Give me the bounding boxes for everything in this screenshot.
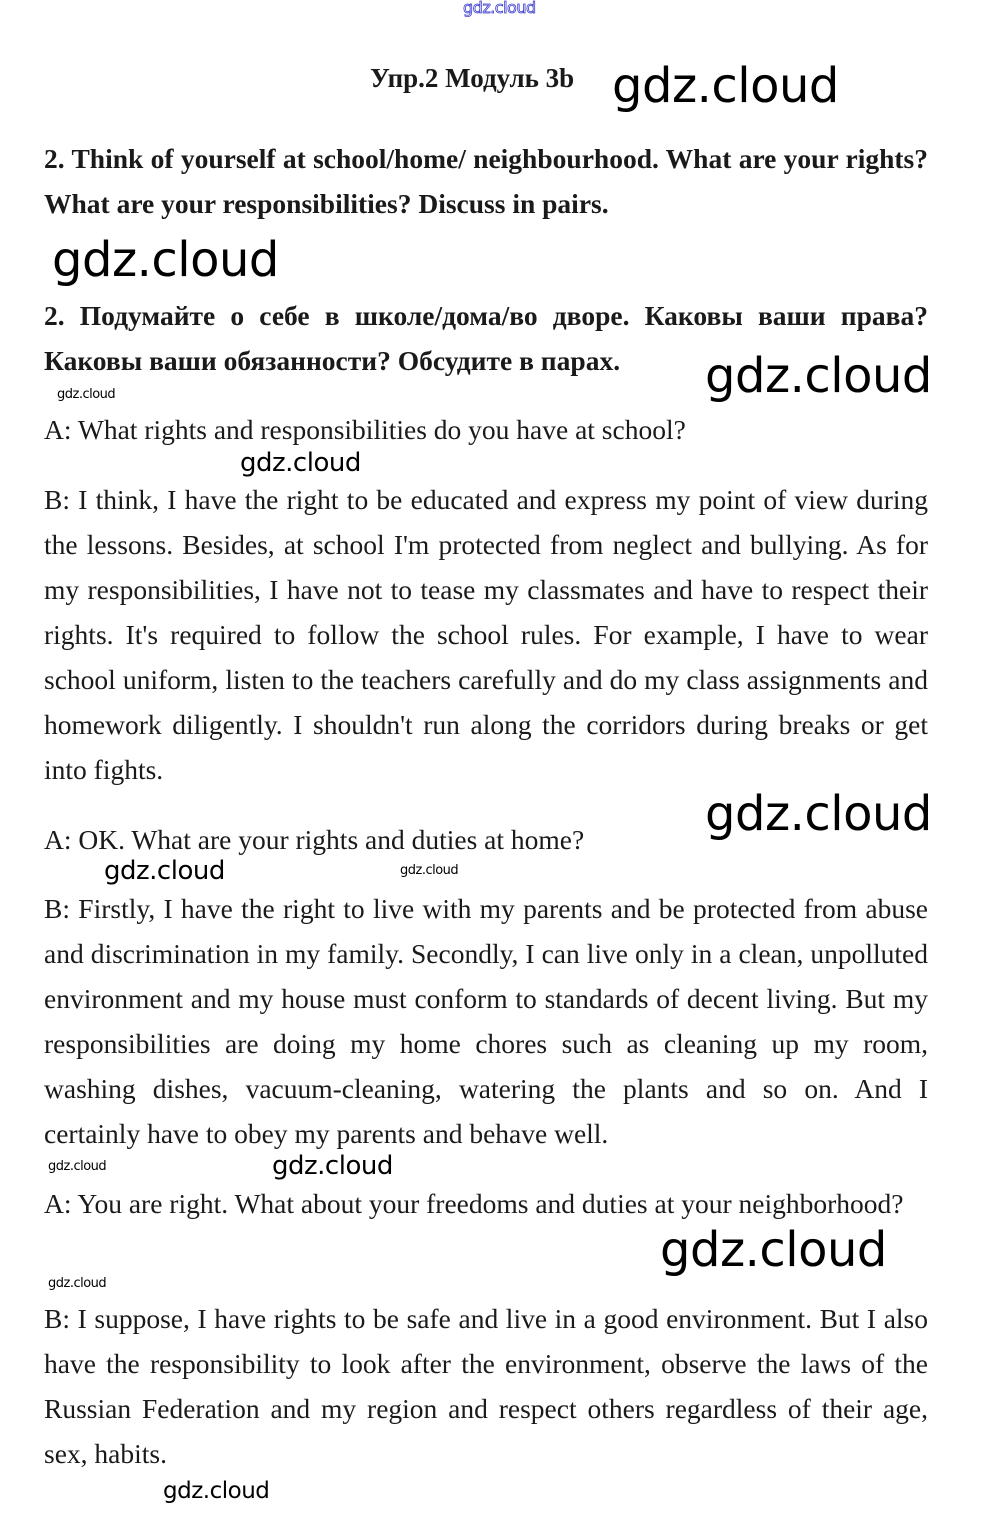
dialogue-line-b3: B: I suppose, I have rights to be safe and live in a good environment. But I also have the responsibility to look after the environment, observe the laws of the Russian Federation and my region and respect others regardless of their age, sex, habits. xyxy=(44,1303,928,1469)
dialogue-line-a2: A: OK. What are your rights and duties at home? xyxy=(44,824,585,855)
watermark: gdz.cloud xyxy=(104,856,225,886)
dialogue-line-a1: A: What rights and responsibilities do you have at school? xyxy=(44,414,686,445)
dialogue-line-b1: B: I think, I have the right to be educated and express my point of view during the lessons. Besides, at school I'm protected from neglect and bullying. As for my responsibilities, I have not to tease my classmates and have to respect their rights. It's required to follow the school rules. For example, I have to wear school uniform, listen to the teachers carefully and do my class assignments and homework diligently. I shouldn't run along the corridors during breaks or get into fights. xyxy=(44,484,928,785)
task-russian: 2. Подумайте о себе в школе/дома/во дворе. Каковы ваши права? Каковы ваши обязанности? Обсудите в парах. xyxy=(44,300,928,376)
watermark: gdz.cloud xyxy=(57,387,116,402)
watermark: gdz.cloud xyxy=(48,1276,107,1291)
dialogue-line-b2: B: Firstly, I have the right to live with my parents and be protected from abuse and discrimination in my family. Secondly, I can live only in a clean, unpolluted environment and my house must conform to standards of decent living. But my responsibilities are doing my home chores such as cleaning up my room, washing dishes, vacuum-cleaning, watering the plants and so on. And I certainly have to obey my parents and behave well. xyxy=(44,893,928,1149)
watermark: gdz.cloud xyxy=(48,1159,107,1174)
watermark: gdz.cloud xyxy=(705,348,932,404)
watermark: gdz.cloud xyxy=(272,1151,393,1181)
watermark: gdz.cloud xyxy=(463,0,536,17)
watermark: gdz.cloud xyxy=(240,448,361,478)
dialogue-line-a3: A: You are right. What about your freedoms and duties at your neighborhood? xyxy=(44,1188,904,1219)
watermark: gdz.cloud xyxy=(612,58,839,114)
task-english: 2. Think of yourself at school/home/ neighbourhood. What are your rights? What are your responsibilities? Discuss in pairs. xyxy=(44,143,928,219)
watermark: gdz.cloud xyxy=(705,786,932,842)
watermark: gdz.cloud xyxy=(52,232,279,288)
watermark: gdz.cloud xyxy=(660,1222,887,1278)
watermark: gdz.cloud xyxy=(163,1478,270,1504)
watermark: gdz.cloud xyxy=(400,863,459,878)
exercise-title: Упр.2 Модуль 3b xyxy=(370,63,575,93)
